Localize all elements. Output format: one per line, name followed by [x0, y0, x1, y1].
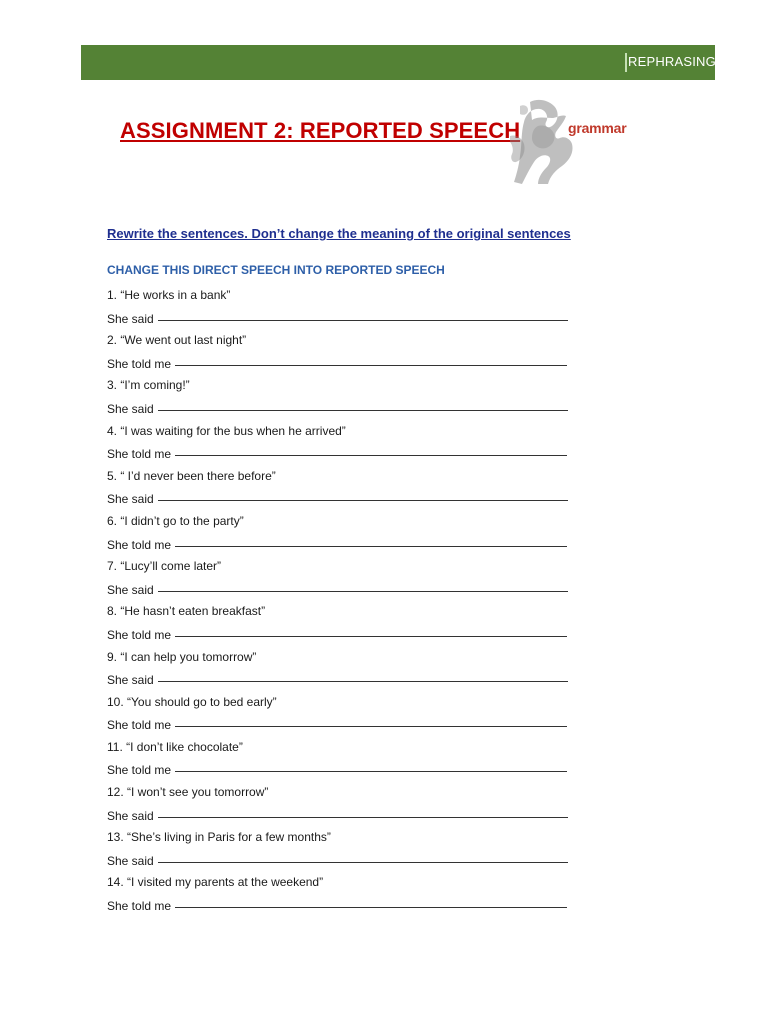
- answer-line: [107, 804, 587, 827]
- answer-blank[interactable]: [175, 621, 567, 637]
- answer-blank[interactable]: [158, 576, 568, 592]
- section-heading: CHANGE THIS DIRECT SPEECH INTO REPORTED SPEECH: [107, 263, 445, 277]
- answer-blank[interactable]: [158, 847, 568, 863]
- answer-line: [107, 578, 587, 601]
- answer-line: [107, 894, 587, 917]
- exercise-item: [107, 781, 587, 826]
- exercise-item: [107, 646, 587, 691]
- answer-prefix: She told me: [107, 627, 172, 642]
- direct-speech-sentence: 8. “He hasn’t eaten breakfast”: [107, 604, 266, 619]
- direct-speech-sentence: 2. “We went out last night”: [107, 333, 247, 348]
- answer-blank[interactable]: [158, 485, 568, 501]
- exercise-item: [107, 465, 587, 510]
- answer-blank[interactable]: [158, 305, 568, 321]
- exercise-item: [107, 510, 587, 555]
- exercise-item: [107, 284, 587, 329]
- answer-blank[interactable]: [175, 711, 567, 727]
- direct-speech-sentence: 4. “I was waiting for the bus when he arrived”: [107, 423, 346, 438]
- exercise-item: [107, 871, 587, 916]
- answer-line: [107, 397, 587, 420]
- answer-prefix: She told me: [107, 899, 172, 914]
- exercise-item: [107, 329, 587, 374]
- exercise-item: [107, 691, 587, 736]
- answer-prefix: She said: [107, 311, 154, 326]
- direct-speech-sentence: 10. “You should go to bed early”: [107, 694, 277, 709]
- direct-speech-sentence: 13. “She’s living in Paris for a few months”: [107, 830, 331, 845]
- page-title: ASSIGNMENT 2: REPORTED SPEECH: [120, 118, 521, 143]
- direct-speech-sentence: 1. “He works in a bank”: [107, 288, 231, 302]
- answer-prefix: She said: [107, 853, 154, 868]
- answer-line: [107, 758, 587, 781]
- answer-line: [107, 352, 587, 375]
- answer-prefix: She said: [107, 673, 154, 688]
- answer-line: [107, 668, 587, 691]
- answer-prefix: She told me: [107, 718, 172, 733]
- direct-speech-sentence: 9. “I can help you tomorrow”: [107, 649, 257, 664]
- direct-speech-sentence: 11. “I don’t like chocolate”: [107, 739, 243, 754]
- exercise-item: [107, 374, 587, 419]
- header-marker: [625, 53, 627, 72]
- answer-blank[interactable]: [158, 666, 568, 682]
- direct-speech-sentence: 12. “I won’t see you tomorrow”: [107, 785, 269, 800]
- answer-prefix: She said: [107, 492, 154, 507]
- exercise-item: [107, 736, 587, 781]
- logo-grammar-word: grammar: [568, 120, 627, 136]
- answer-prefix: She told me: [107, 356, 172, 371]
- answer-line: [107, 533, 587, 556]
- answer-line: [107, 623, 587, 646]
- header-section-label: REPHRASING: [628, 54, 716, 69]
- exercise-item: [107, 420, 587, 465]
- exercise-item: [107, 555, 587, 600]
- answer-line: [107, 487, 587, 510]
- answer-line: [107, 849, 587, 872]
- answer-blank[interactable]: [158, 802, 568, 818]
- answer-line: [107, 307, 587, 330]
- direct-speech-sentence: 5. “ I’d never been there before”: [107, 468, 276, 483]
- direct-speech-sentence: 3. “I’m coming!”: [107, 378, 190, 393]
- answer-prefix: She told me: [107, 537, 172, 552]
- instruction-text: Rewrite the sentences. Don’t change the meaning of the original sentences: [107, 226, 571, 241]
- direct-speech-sentence: 6. “I didn’t go to the party”: [107, 513, 244, 528]
- answer-prefix: She said: [107, 808, 154, 823]
- answer-prefix: She said: [107, 582, 154, 597]
- answer-prefix: She told me: [107, 447, 172, 462]
- exercise-item: [107, 826, 587, 871]
- grammar-hand-logo-icon: [508, 96, 648, 186]
- exercise-list: [107, 284, 587, 917]
- exercise-item: [107, 600, 587, 645]
- direct-speech-sentence: 14. “I visited my parents at the weekend”: [107, 875, 324, 890]
- answer-blank[interactable]: [175, 892, 567, 908]
- answer-blank[interactable]: [175, 531, 567, 547]
- header-bar: [81, 45, 715, 80]
- answer-prefix: She told me: [107, 763, 172, 778]
- answer-prefix: She said: [107, 401, 154, 416]
- direct-speech-sentence: 7. “Lucy’ll come later”: [107, 559, 222, 574]
- answer-blank[interactable]: [175, 440, 567, 456]
- answer-blank[interactable]: [175, 350, 567, 366]
- answer-line: [107, 442, 587, 465]
- answer-line: [107, 713, 587, 736]
- answer-blank[interactable]: [175, 756, 567, 772]
- answer-blank[interactable]: [158, 395, 568, 411]
